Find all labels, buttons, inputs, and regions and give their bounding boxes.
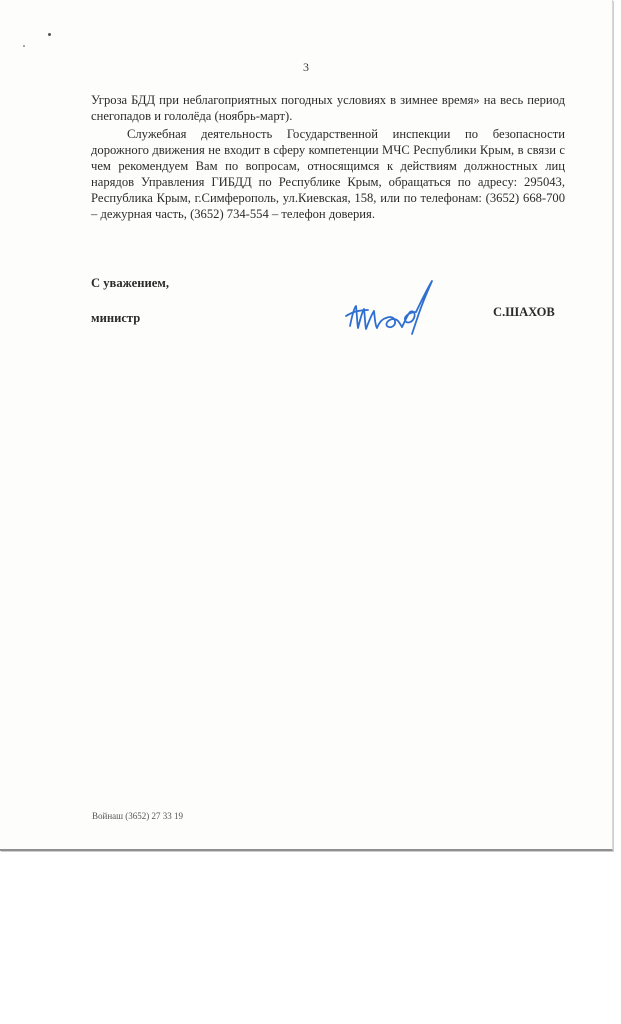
executor-contact: Войнаш (3652) 27 33 19 — [92, 811, 184, 821]
paragraph: Угроза БДД при неблагоприятных погодных условиях в зимнее время» на весь период снегопадов и гололёда (ноябрь-март). — [91, 93, 565, 123]
signatory-position: министр — [91, 311, 141, 325]
handwritten-signature — [342, 276, 442, 338]
paragraph: Служебная деятельность Государственной инспекции по безопасности дорожного движения не входит в сферу компетенции МЧС Республики Крым, в связи с чем рекомендуем Вам по вопросам, относящимся к действиям должностных лиц нарядов Управления ГИБДД по Республике Крым, обращаться по адресу: 295043, Республика Крым, г.Симферополь, ул.Киевская, 158, или по телефонам: (3652) 668-700 – дежурная часть, (3652) 734-554 – телефон доверия. — [91, 127, 565, 221]
signatory-name: С.ШАХОВ — [493, 305, 555, 319]
closing-salutation: С уважением, — [91, 276, 170, 290]
scan-speck — [48, 33, 51, 36]
page-number: 3 — [303, 60, 309, 74]
scan-speck — [23, 45, 25, 47]
